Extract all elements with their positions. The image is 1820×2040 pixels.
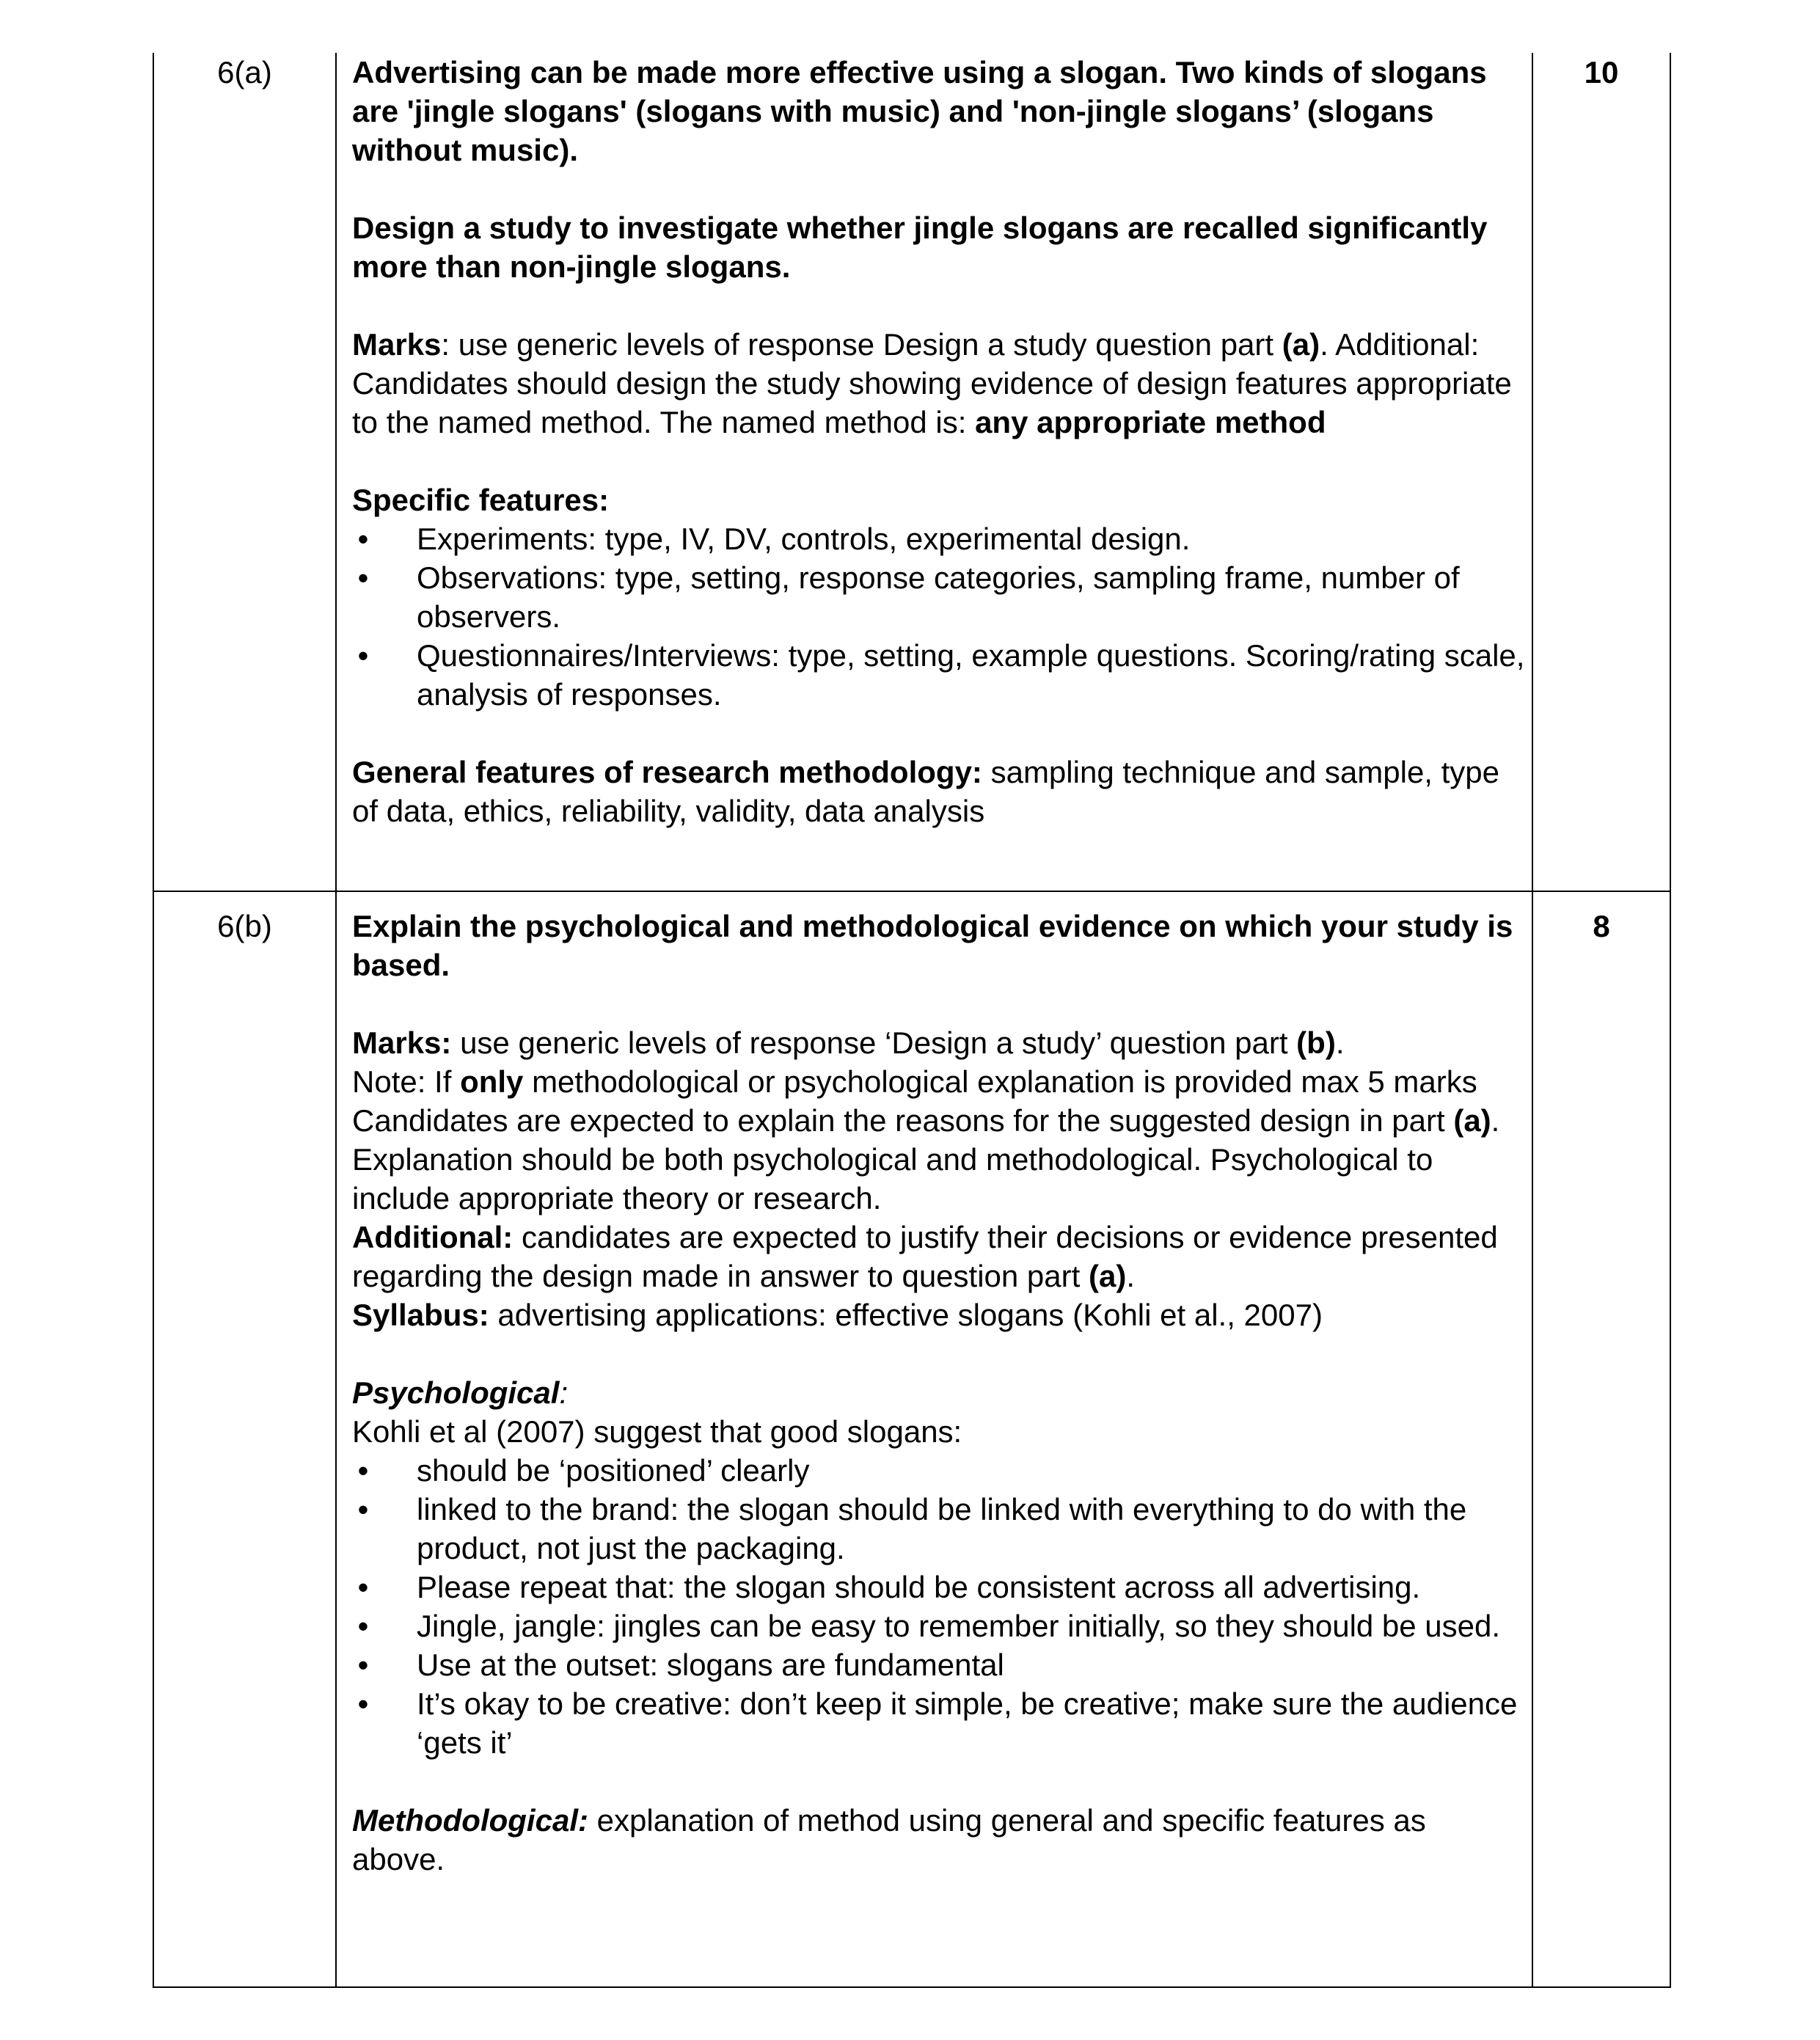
table-row-6b <box>153 891 1671 1988</box>
list-item: • Experiments: type, IV, DV, controls, experimental design. <box>352 519 1526 558</box>
list-item: • Use at the outset: slogans are fundamental <box>352 1645 1526 1684</box>
question-text: Explain the psychological and methodological evidence on which your study is based. <box>352 909 1513 982</box>
list-item: • Questionnaires/Interviews: type, setting, example questions. Scoring/rating scale, analysis of responses. <box>352 636 1526 714</box>
specific-features-heading: Specific features: <box>352 483 610 517</box>
specific-features-list <box>352 519 1526 714</box>
list-item: • Jingle, jangle: jingles can be easy to remember initially, so they should be used. <box>352 1606 1526 1645</box>
psychological-heading: Psychological: <box>352 1375 569 1410</box>
marks-note: Note: If only methodological or psychological explanation is provided max 5 marks <box>352 1064 1477 1099</box>
syllabus-text: Syllabus: advertising applications: effective slogans (Kohli et al., 2007) <box>352 1298 1323 1332</box>
question-number: 6(b) <box>217 909 272 943</box>
general-features: General features of research methodology: sampling technique and sample, type of data, ethics, reliability, validity, data analysis <box>352 755 1500 828</box>
psychological-intro: Kohli et al (2007) suggest that good slogans: <box>352 1414 962 1449</box>
list-item: • Please repeat that: the slogan should be consistent across all advertising. <box>352 1568 1526 1606</box>
methodological-text: Methodological: explanation of method using general and specific features as above. <box>352 1803 1426 1876</box>
bullet-icon: • <box>357 1453 369 1488</box>
column-divider <box>335 892 337 1986</box>
bullet-icon: • <box>357 560 369 595</box>
table-row-6a <box>153 53 1671 891</box>
column-divider <box>335 53 337 891</box>
list-item: • linked to the brand: the slogan should be linked with everything to do with the product, not just the packaging. <box>352 1490 1526 1568</box>
bullet-icon: • <box>357 1609 369 1643</box>
bullet-icon: • <box>357 1570 369 1604</box>
list-item: • should be ‘positioned’ clearly <box>352 1451 1526 1490</box>
mark-scheme-table <box>153 53 1670 1986</box>
marks-guidance: Marks: use generic levels of response ‘Design a study’ question part (b). <box>352 1026 1345 1060</box>
column-divider <box>1532 892 1533 1986</box>
additional-text: Additional: candidates are expected to justify their decisions or evidence presented regarding the design made in answer to question part (a). <box>352 1220 1498 1293</box>
question-text: Advertising can be made more effective using a slogan. Two kinds of slogans are 'jingle slogans' (slogans with music) and 'non-jingle slogans’ (slogans without music). <box>352 55 1487 167</box>
task-text: Design a study to investigate whether jingle slogans are recalled significantly more than non-jingle slogans. <box>352 211 1488 284</box>
marks-value: 8 <box>1593 909 1610 943</box>
bullet-icon: • <box>357 1648 369 1682</box>
answer-guidance <box>352 53 1526 830</box>
column-divider <box>1532 53 1533 891</box>
answer-guidance <box>352 907 1526 1879</box>
psychological-list <box>352 1451 1526 1762</box>
bullet-icon: • <box>357 1492 369 1527</box>
question-number: 6(a) <box>217 55 272 89</box>
bullet-icon: • <box>357 638 369 673</box>
marks-value: 10 <box>1584 55 1619 89</box>
bullet-icon: • <box>357 522 369 556</box>
list-item: • It’s okay to be creative: don’t keep it simple, be creative; make sure the audience ‘gets it’ <box>352 1684 1526 1762</box>
marks-guidance: Marks: use generic levels of response Design a study question part (a). Additional: Candidates should design the study showing evidence of design features appropriate to the named method. The named method is: any appropriate method <box>352 327 1512 439</box>
bullet-icon: • <box>357 1686 369 1721</box>
list-item: • Observations: type, setting, response categories, sampling frame, number of observers. <box>352 558 1526 636</box>
expectation-text: Candidates are expected to explain the reasons for the suggested design in part (a). Explanation should be both psychological and methodological. Psychological to include appropriate theory or research. <box>352 1103 1500 1215</box>
